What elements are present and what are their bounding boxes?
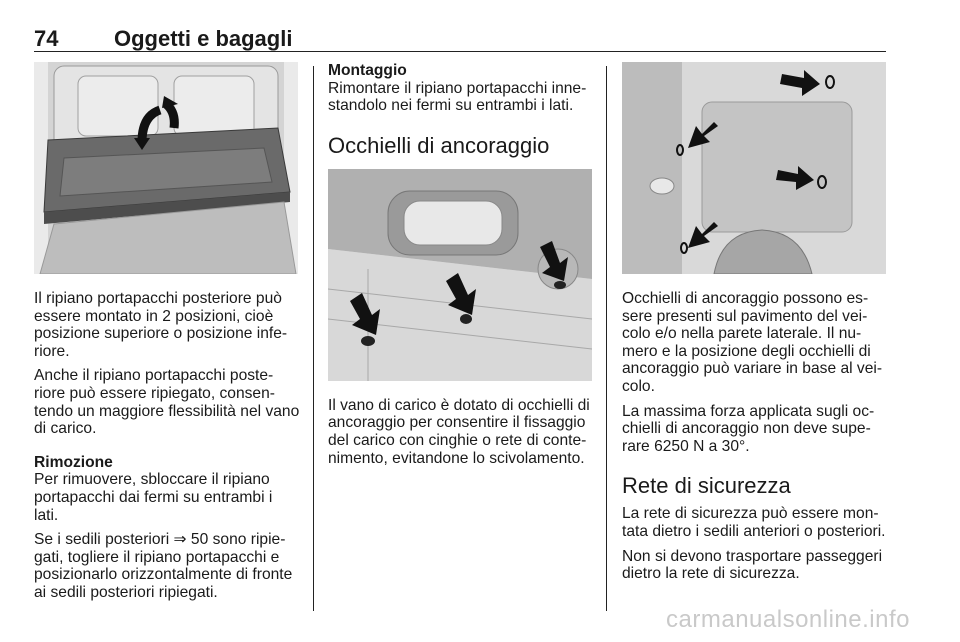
body-paragraph: La massima forza applicata sugli oc-chielli di ancoraggio non deve supe-rare 6250 N a 30°. xyxy=(622,402,875,455)
body-paragraph: Occhielli di ancoraggio possono es-sere presenti sul pavimento del vei-colo e/o nella parete laterale. Il nu-mero e la posizione degli occhielli di ancoraggio può variare in base al vei-colo. xyxy=(622,290,883,395)
column-divider-1 xyxy=(313,66,314,611)
body-paragraph: Il vano di carico è dotato di occhielli di ancoraggio per consentire il fissaggio del carico con cinghie o rete di conte-nimento, evitandone lo scivolamento. xyxy=(328,396,590,467)
column-middle xyxy=(328,62,594,467)
body-paragraph: Per rimuovere, sbloccare il ripiano portapacchi dai fermi su entrambi i lati. xyxy=(34,471,273,524)
section-heading: Occhielli di ancoraggio xyxy=(328,132,550,158)
header-rule xyxy=(34,51,886,52)
anchor-floor-drawing xyxy=(328,169,592,381)
body-paragraph: Se i sedili posteriori ⇒ 50 sono ripie-gati, togliere il ripiano portapacchi e posizionarlo orizzontalmente di fronte ai sedili posteriori ripiegati. xyxy=(34,531,293,601)
anchor-wall-drawing xyxy=(622,62,886,274)
parcel-shelf-illustration xyxy=(34,62,298,274)
section-heading: Rete di sicurezza xyxy=(622,473,791,499)
subheading-removal: Rimozione xyxy=(34,453,113,471)
page-number: 74 xyxy=(34,26,59,51)
watermark: carmanualsonline.info xyxy=(666,606,910,633)
body-paragraph: Anche il ripiano portapacchi poste-riore può essere ripiegato, consen-tendo un maggiore flessibilità nel vano di carico. xyxy=(34,367,300,438)
column-left xyxy=(34,62,300,602)
column-right xyxy=(622,62,888,583)
body-paragraph: Il ripiano portapacchi posteriore può essere montato in 2 posizioni, cioè posizione superiore o posizione infe-riore. xyxy=(34,290,288,360)
body-paragraph: La rete di sicurezza può essere mon-tata dietro i sedili anteriori o posteriori. xyxy=(622,505,886,540)
subheading-mounting: Montaggio xyxy=(328,62,407,79)
column-divider-2 xyxy=(606,66,607,611)
anchor-points-floor-illustration xyxy=(328,169,592,381)
body-paragraph: Non si devono trasportare passeggeri dietro la rete di sicurezza. xyxy=(622,547,883,583)
page-title: Oggetti e bagagli xyxy=(114,26,293,51)
body-paragraph: Rimontare il ripiano portapacchi inne-standolo nei fermi su entrambi i lati. xyxy=(328,79,587,115)
parcel-shelf-drawing xyxy=(34,62,298,274)
page-header xyxy=(34,22,886,52)
anchor-points-wall-illustration xyxy=(622,62,886,274)
